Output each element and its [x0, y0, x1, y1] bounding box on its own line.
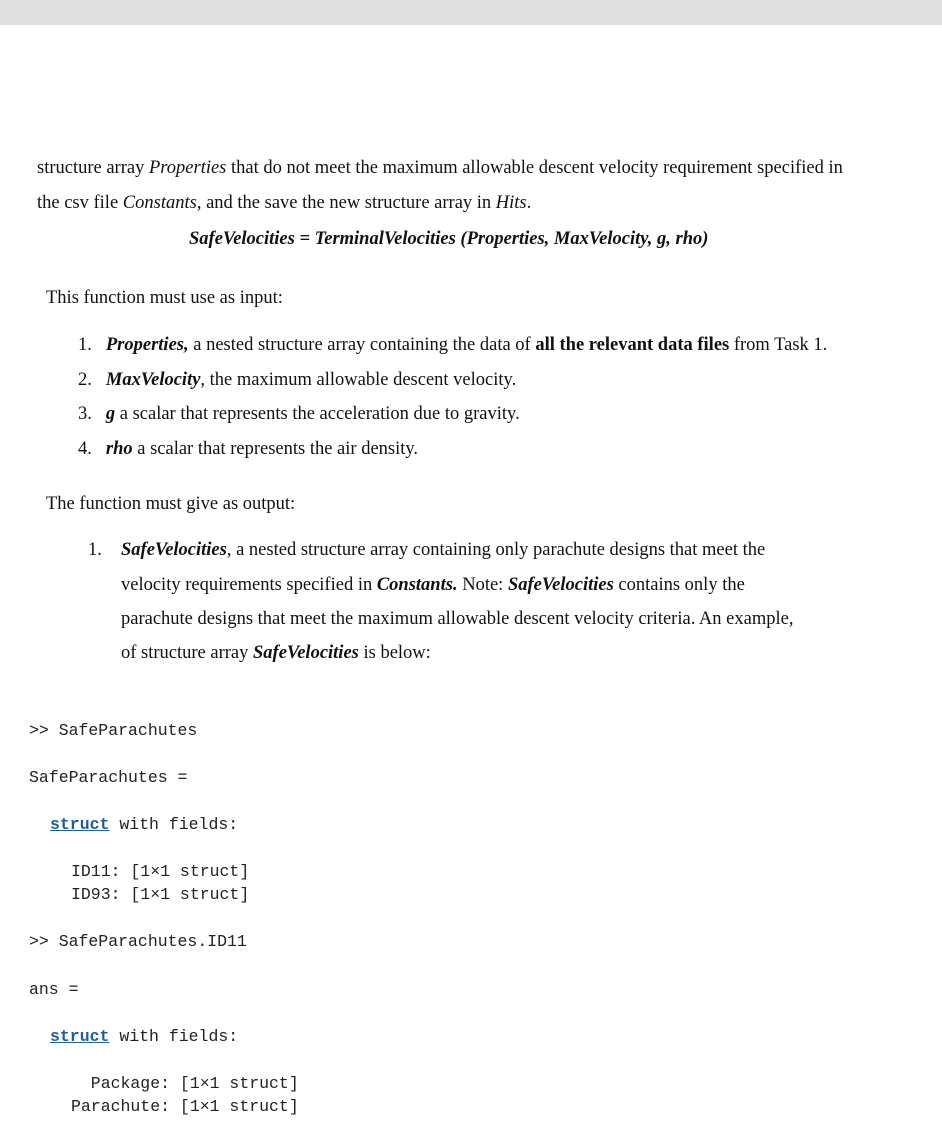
text: with fields: [109, 815, 239, 834]
param-name: Properties, [105, 335, 189, 355]
text: the csv file [37, 193, 123, 213]
text: velocity requirements specified in [121, 575, 377, 595]
output-line-4 [121, 642, 431, 664]
top-bar [0, 0, 942, 25]
term: Constants. [376, 575, 458, 595]
input-item-4 [78, 438, 418, 460]
input-item-2 [78, 369, 516, 391]
term: SafeVelocities [253, 643, 359, 663]
term: SafeVelocities [121, 540, 227, 560]
code-command-2: >> SafeParachutes.ID11 [29, 932, 247, 951]
param-name: MaxVelocity [105, 370, 201, 390]
text: , a nested structure array containing only parachute designs that meet the [226, 540, 766, 560]
code-field-2: ID93: [1×1 struct] [71, 885, 250, 904]
term: SafeVelocities [507, 575, 614, 595]
list-number: 3. [78, 404, 92, 424]
text: , and the save the new structure array in [196, 193, 496, 213]
output-line-2 [121, 574, 745, 596]
code-command-1: >> SafeParachutes [29, 721, 198, 740]
intro-line-1 [37, 157, 843, 179]
text: structure array [37, 158, 149, 178]
text: Note: [457, 575, 508, 595]
term-hits: Hits [495, 193, 527, 213]
emphasis: all the relevant data files [535, 335, 730, 355]
text: a nested structure array containing the data of [188, 335, 536, 355]
text: from Task 1. [729, 335, 828, 355]
text: , the maximum allowable descent velocity. [200, 370, 517, 390]
code-field-1: ID11: [1×1 struct] [71, 862, 250, 881]
text: a scalar that represents the acceleration due to gravity. [115, 404, 520, 424]
text: of structure array [121, 643, 254, 663]
intro-line-2 [37, 192, 531, 214]
output-number: 1. [88, 540, 102, 560]
struct-link[interactable]: struct [50, 1027, 110, 1046]
inputs-heading: This function must use as input: [46, 288, 283, 308]
param-name: rho [105, 439, 133, 459]
list-number: 4. [78, 439, 92, 459]
code-field-3: Package: [1×1 struct] [71, 1074, 299, 1093]
output-line-3: parachute designs that meet the maximum allowable descent velocity criteria. An example, [121, 609, 794, 629]
outputs-heading: The function must give as output: [46, 494, 296, 514]
term-constants: Constants [122, 193, 197, 213]
text: with fields: [109, 1027, 239, 1046]
output-line-1 [121, 539, 765, 561]
text: a scalar that represents the air density. [132, 439, 419, 459]
struct-link[interactable]: struct [50, 815, 110, 834]
text: contains only the [613, 575, 745, 595]
list-number: 2. [78, 370, 92, 390]
input-item-1 [78, 334, 827, 356]
text: is below: [358, 643, 431, 663]
code-struct-line-1 [50, 815, 238, 835]
code-struct-line-2 [50, 1027, 238, 1047]
text: . [526, 193, 532, 213]
code-field-4: Parachute: [1×1 struct] [71, 1097, 299, 1116]
function-signature: SafeVelocities = TerminalVelocities (Properties, MaxVelocity, g, rho) [189, 229, 709, 249]
code-output-1: SafeParachutes = [29, 768, 188, 787]
code-output-2: ans = [29, 980, 79, 999]
input-item-3 [78, 403, 520, 425]
text: that do not meet the maximum allowable descent velocity requirement specified in [226, 158, 843, 178]
list-number: 1. [78, 335, 92, 355]
term-properties: Properties [148, 158, 227, 178]
param-name: g [105, 404, 116, 424]
